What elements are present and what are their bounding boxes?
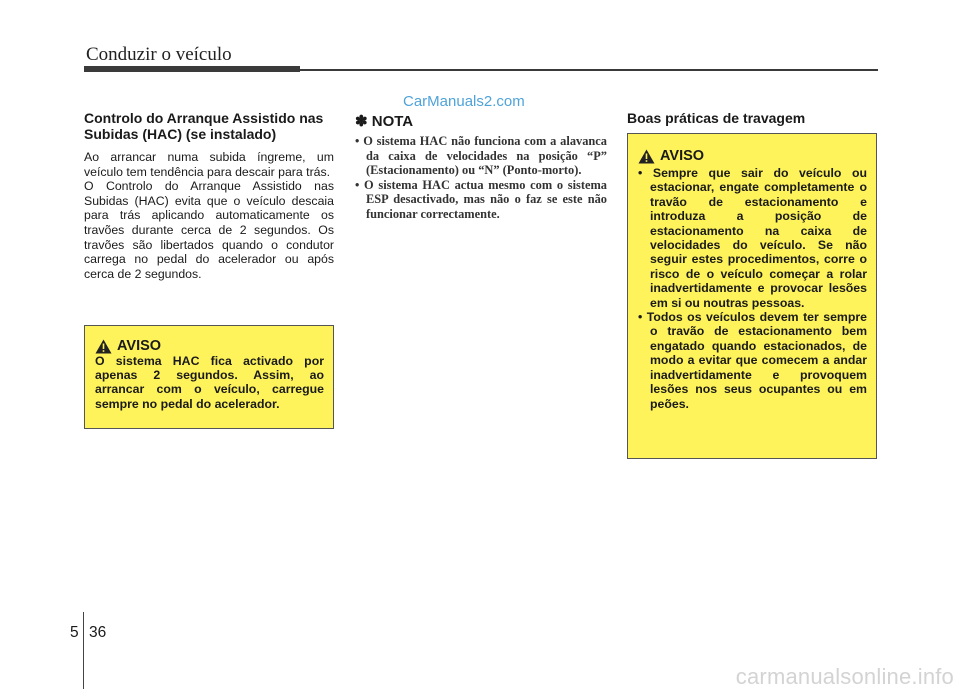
middle-column <box>355 112 607 222</box>
header-rule-thin <box>300 69 878 71</box>
nota-title: ✽ NOTA <box>355 113 414 130</box>
braking-heading: Boas práticas de travagem <box>627 110 806 126</box>
page-divider <box>83 612 84 689</box>
warning-triangle-icon <box>95 339 112 354</box>
page-number: 36 <box>89 624 107 641</box>
hac-warning-title: AVISO <box>117 338 162 354</box>
braking-warning-list <box>638 166 867 411</box>
header-rule-thick <box>84 66 300 72</box>
hac-warning-box <box>84 325 334 429</box>
nota-list <box>355 134 607 222</box>
warning-triangle-icon <box>638 149 655 164</box>
hac-heading: Controlo do Arranque Assistido nas Subidas (HAC) (se instalado) <box>84 110 324 142</box>
hac-paragraph-2: O Controlo do Arranque Assistido nas Subidas (HAC) evita que o veículo descaia para trás aplicando automaticamente os travões durante cerca de 2 segundos. Os travões são libertados quando o condutor carrega no pedal do acelerador ou após cerca de 2 segundos. <box>84 179 334 281</box>
hac-warning-text: O sistema HAC fica activado por apenas 2 segundos. Assim, ao arrancar com o veículo, carregue sempre no pedal do acelerador. <box>95 354 324 411</box>
watermark-bottom: carmanualsonline.info <box>735 664 954 689</box>
braking-warning-item: • Todos os veículos devem ter sempre o travão de estacionamento bem engatado quando estacionados, de modo a evitar que comecem a andar inadvertidamente e provoquem lesões nos seus ocupantes ou em peões. <box>638 310 867 411</box>
nota-item: • O sistema HAC não funciona com a alavanca da caixa de velocidades na posição “P” (Estacionamento) ou “N” (Ponto-morto). <box>355 134 607 178</box>
nota-item: • O sistema HAC actua mesmo com o sistema ESP desactivado, mas não o faz se este não funcionar correctamente. <box>355 177 607 221</box>
left-column <box>84 110 334 281</box>
braking-warning-header <box>638 148 867 164</box>
hac-paragraph-1: Ao arrancar numa subida íngreme, um veículo tem tendência para descair para trás. <box>84 150 334 179</box>
braking-warning-box <box>627 133 877 459</box>
watermark-link[interactable]: CarManuals2.com <box>403 93 525 110</box>
chapter-number: 5 <box>70 624 79 641</box>
braking-warning-item: • Sempre que sair do veículo ou estacionar, engate completamente o travão de estacionamento e introduza a posição de estacionamento na caixa de velocidades do veículo. Se não seguir estes procedimentos, corre o risco de o veículo começar a rolar inadvertidamente e provocar lesões em si ou noutras pessoas. <box>638 166 867 310</box>
hac-warning-header <box>95 338 324 354</box>
right-column <box>627 110 877 126</box>
braking-warning-title: AVISO <box>660 148 705 164</box>
header-title: Conduzir o veículo <box>86 44 232 65</box>
